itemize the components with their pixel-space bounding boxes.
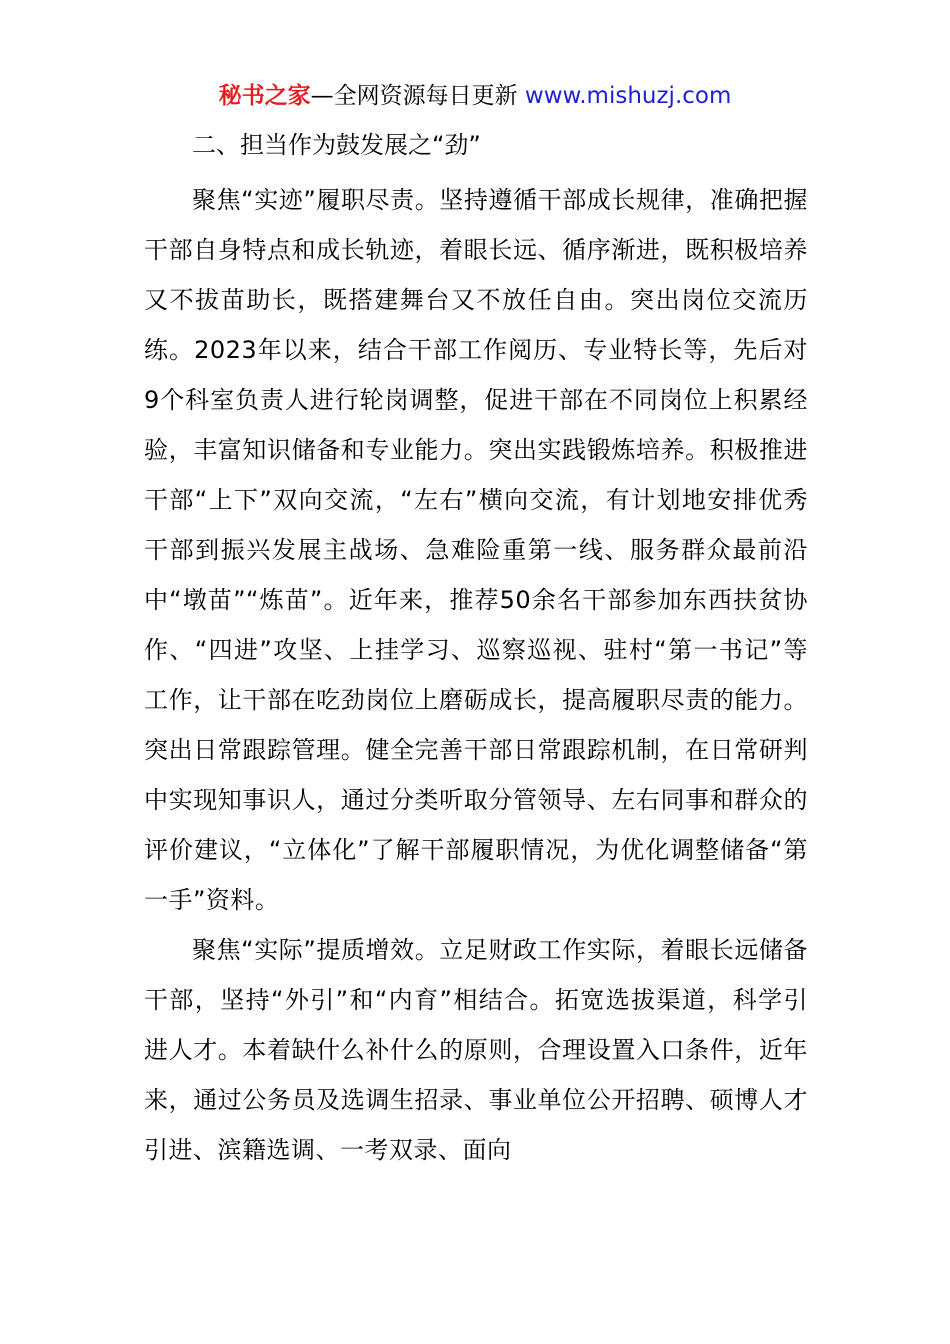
paragraph-1: 聚焦“实迹”履职尽责。坚持遵循干部成长规律，准确把握干部自身特点和成长轨迹，着眼长远、循序渐进，既积极培养又不拔苗助长，既搭建舞台又不放任自由。突出岗位交流历练。2023年以来，结合干部工作阅历、专业特长等，先后对9个科室负责人进行轮岗调整，促进干部在不同岗位上积累经验，丰富知识储备和专业能力。突出实践锻炼培养。积极推进干部“上下”双向交流，“左右”横向交流，有计划地安排优秀干部到振兴发展主战场、急难险重第一线、服务群众最前沿中“墩苗”“炼苗”。近年来，推荐50余名干部参加东西扶贫协作、“四进”攻坚、上挂学习、巡察巡视、驻村“第一书记”等工作，让干部在吃劲岗位上磨砺成长，提高履职尽责的能力。突出日常跟踪管理。健全完善干部日常跟踪机制，在日常研判中实现知事识人，通过分类听取分管领导、左右同事和群众的评价建议，“立体化”了解干部履职情况，为优化调整储备“第一手”资料。 xyxy=(144,186,808,914)
document-body xyxy=(144,125,808,1175)
section-heading: 二、担当作为鼓发展之“劲” xyxy=(192,131,481,159)
site-header xyxy=(0,80,950,112)
site-url[interactable]: www.mishuzj.com xyxy=(524,83,732,109)
site-brand: 秘书之家 xyxy=(218,83,311,109)
site-tagline: —全网资源每日更新 xyxy=(310,83,518,109)
paragraph-2: 聚焦“实际”提质增效。立足财政工作实际，着眼长远储备干部，坚持“外引”和“内育”相结合。拓宽选拔渠道，科学引进人才。本着缺什么补什么的原则，合理设置入口条件，近年来，通过公务员及选调生招录、事业单位公开招聘、硕博人才引进、滨籍选调、一考双录、面向 xyxy=(144,936,808,1164)
